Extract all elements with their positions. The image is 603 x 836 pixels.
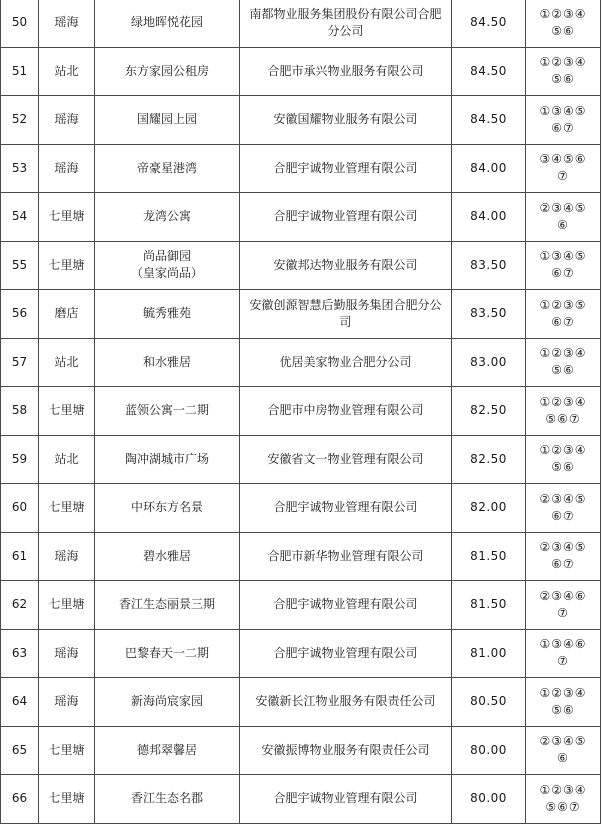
row-number: 66 [1,775,39,824]
district-cell: 站北 [39,435,95,484]
table-row [1,387,601,436]
community-cell-line: 碧水雅居 [142,548,191,563]
deduction-items-cell-line: ⑤⑥⑦ [545,411,581,426]
row-number: 55 [1,241,39,290]
community-cell-line: 德邦翠馨居 [136,742,197,757]
deduction-items-cell [526,241,601,290]
community-cell [95,0,240,47]
deduction-items-cell-line: ⑥⑦ [551,266,575,281]
company-cell-line: 合肥宇诚物业管理有限公司 [273,597,418,612]
company-cell [240,144,452,193]
community-cell [95,532,240,581]
deduction-items-cell [526,581,601,630]
company-cell [240,726,452,775]
company-cell-line: 合肥宇诚物业管理有限公司 [273,500,418,515]
company-cell [240,47,452,96]
district-cell: 瑶海 [39,0,95,47]
deduction-items-cell [526,0,601,47]
company-cell [240,338,452,387]
community-cell-line: 和水雅居 [142,354,191,369]
district-cell: 站北 [39,47,95,96]
deduction-items-cell-line: ①②③⑤ [539,297,587,312]
company-cell [240,581,452,630]
company-cell-line: 合肥市新华物业管理有限公司 [267,548,424,563]
deduction-items-cell-line: ①②③④ [539,55,587,70]
company-cell-line: 安徽国耀物业服务有限公司 [273,112,418,127]
deduction-items-cell-line: ①②③④ [539,443,587,458]
community-cell-line: 香江生态丽景三期 [118,597,215,612]
company-cell-line: 安徽省文一物业管理有限公司 [267,451,424,466]
district-cell: 七里塘 [39,726,95,775]
district-cell: 七里塘 [39,581,95,630]
community-cell [95,387,240,436]
score-cell: 83.50 [452,290,526,339]
company-cell-line: 合肥市中房物业管理有限公司 [267,403,424,418]
community-cell-line: 东方家园公租房 [124,63,209,78]
community-cell [95,581,240,630]
score-cell: 84.00 [452,193,526,242]
deduction-items-cell-line: ①③④⑤ [539,103,587,118]
score-cell: 84.50 [452,47,526,96]
deduction-items-cell-line: ⑤⑥ [551,72,575,87]
row-number: 53 [1,144,39,193]
score-cell: 84.50 [452,0,526,47]
table-body [1,0,601,823]
deduction-items-cell-line: ②③④⑥ [539,588,587,603]
score-cell: 80.00 [452,726,526,775]
score-cell: 84.00 [452,144,526,193]
row-number: 60 [1,484,39,533]
row-number: 62 [1,581,39,630]
score-cell: 81.00 [452,629,526,678]
table-row [1,96,601,145]
company-cell-line: 安徽振博物业服务有限责任公司 [261,742,430,757]
row-number: 51 [1,47,39,96]
company-cell [240,290,452,339]
deduction-items-cell-line: ③④⑤⑥ [539,152,587,167]
table-row [1,581,601,630]
company-cell [240,484,452,533]
company-cell-line: 合肥宇诚物业管理有限公司 [273,645,418,660]
district-cell: 七里塘 [39,193,95,242]
deduction-items-cell [526,96,601,145]
table-row [1,629,601,678]
community-cell [95,775,240,824]
company-cell [240,0,452,47]
score-cell: 83.50 [452,241,526,290]
row-number: 65 [1,726,39,775]
deduction-items-cell-line: ①②③④ [539,685,587,700]
district-cell: 站北 [39,338,95,387]
deduction-items-cell [526,387,601,436]
deduction-items-cell-line: ⑦ [557,605,569,620]
deduction-items-cell-line: ⑥⑦ [551,314,575,329]
deduction-items-cell [526,678,601,727]
company-cell-line: 分公司 [327,23,364,38]
company-cell-line: 安徽邦达物业服务有限公司 [273,257,418,272]
deduction-items-cell [526,290,601,339]
deduction-items-cell-line: ⑥⑦ [551,557,575,572]
deduction-items-cell-line: ⑦ [557,169,569,184]
community-cell [95,241,240,290]
community-cell [95,144,240,193]
company-cell [240,775,452,824]
score-cell: 82.50 [452,387,526,436]
district-cell: 七里塘 [39,775,95,824]
community-cell-line: （皇家尚品） [130,266,203,281]
community-cell [95,47,240,96]
community-cell [95,726,240,775]
deduction-items-cell [526,144,601,193]
community-cell [95,193,240,242]
row-number: 50 [1,0,39,47]
deduction-items-cell-line: ⑥ [557,217,569,232]
deduction-items-cell-line: ②③④⑤ [539,540,587,555]
company-cell-line: 合肥市承兴物业服务有限公司 [267,63,424,78]
community-cell [95,96,240,145]
deduction-items-cell [526,629,601,678]
deduction-items-cell [526,47,601,96]
table-row [1,678,601,727]
deduction-items-cell [526,484,601,533]
community-cell-line: 龙湾公寓 [142,209,191,224]
community-cell-line: 绿地晖悦花园 [130,15,203,30]
deduction-items-cell-line: ①②③④ [539,782,587,797]
table-row [1,484,601,533]
table-row [1,338,601,387]
row-number: 57 [1,338,39,387]
company-cell [240,435,452,484]
company-cell-line: 优居美家物业合肥分公司 [279,354,412,369]
community-cell [95,290,240,339]
community-cell [95,435,240,484]
company-cell-line: 合肥宇诚物业管理有限公司 [273,160,418,175]
community-cell [95,338,240,387]
community-cell-line: 国耀园上园 [136,112,197,127]
deduction-items-cell-line: ①②③④ [539,394,587,409]
community-cell-line: 中环东方名景 [130,500,203,515]
company-cell [240,241,452,290]
company-cell [240,96,452,145]
district-cell: 磨店 [39,290,95,339]
community-cell [95,484,240,533]
deduction-items-cell-line: ②③④⑤ [539,491,587,506]
deduction-items-cell-line: ②③④⑤ [539,734,587,749]
district-cell: 瑶海 [39,144,95,193]
community-cell-line: 香江生态名郡 [130,791,203,806]
table-row [1,775,601,824]
row-number: 59 [1,435,39,484]
district-cell: 瑶海 [39,96,95,145]
deduction-items-cell-line: ①③④⑥ [539,637,587,652]
row-number: 54 [1,193,39,242]
deduction-items-cell-line: ⑥ [557,751,569,766]
deduction-items-cell-line: ⑤⑥ [551,460,575,475]
deduction-items-cell [526,338,601,387]
table-row [1,0,601,47]
deduction-items-cell-line: ⑤⑥⑦ [545,799,581,814]
deduction-items-cell [526,193,601,242]
district-cell: 七里塘 [39,484,95,533]
row-number: 61 [1,532,39,581]
deduction-items-cell-line: ⑤⑥ [551,702,575,717]
table-row [1,144,601,193]
community-cell-line: 巴黎春天一二期 [124,645,209,660]
table-row [1,241,601,290]
deduction-items-cell [526,775,601,824]
company-cell [240,678,452,727]
company-cell-line: 安徽新长江物业服务有限责任公司 [255,694,436,709]
deduction-items-cell [526,532,601,581]
row-number: 58 [1,387,39,436]
company-cell [240,629,452,678]
table-row [1,435,601,484]
company-cell [240,193,452,242]
company-cell-line: 合肥宇诚物业管理有限公司 [273,209,418,224]
table-row [1,193,601,242]
community-cell [95,678,240,727]
district-cell: 瑶海 [39,678,95,727]
deduction-items-cell-line: ①③④⑤ [539,249,587,264]
deduction-items-cell-line: ⑥⑦ [551,508,575,523]
deduction-items-cell-line: ②③④⑤ [539,200,587,215]
score-cell: 84.50 [452,96,526,145]
score-cell: 82.00 [452,484,526,533]
community-cell-line: 蓝领公寓一二期 [124,403,209,418]
company-cell [240,387,452,436]
community-cell-line: 新海尚宸家园 [130,694,203,709]
company-cell-line: 合肥宇诚物业管理有限公司 [273,791,418,806]
deduction-items-cell-line: ⑤⑥ [551,363,575,378]
district-cell: 七里塘 [39,387,95,436]
score-cell: 80.50 [452,678,526,727]
deduction-items-cell [526,435,601,484]
district-cell: 瑶海 [39,532,95,581]
score-cell: 82.50 [452,435,526,484]
score-cell: 81.50 [452,581,526,630]
table-row [1,47,601,96]
company-cell-line: 安徽创源智慧后勤服务集团合肥分公 [249,297,442,312]
deduction-items-cell [526,726,601,775]
company-cell [240,532,452,581]
row-number: 63 [1,629,39,678]
row-number: 64 [1,678,39,727]
score-cell: 81.50 [452,532,526,581]
deduction-items-cell-line: ①②③④ [539,346,587,361]
deduction-items-cell-line: ⑤⑥ [551,23,575,38]
score-cell: 83.00 [452,338,526,387]
table-row [1,290,601,339]
score-cell: 80.00 [452,775,526,824]
community-cell-line: 毓秀雅苑 [142,306,191,321]
community-cell-line: 帝豪星港湾 [136,160,197,175]
table-row [1,532,601,581]
table-row [1,726,601,775]
district-cell: 瑶海 [39,629,95,678]
company-cell-line: 司 [339,314,352,329]
community-cell-line: 陶冲湖城市广场 [124,451,209,466]
deduction-items-cell-line: ⑥⑦ [551,120,575,135]
row-number: 52 [1,96,39,145]
company-cell-line: 南都物业服务集团股份有限公司合肥 [249,6,442,21]
district-cell: 七里塘 [39,241,95,290]
community-cell [95,629,240,678]
deduction-items-cell-line: ⑦ [557,654,569,669]
row-number: 56 [1,290,39,339]
community-cell-line: 尚品御园 [142,249,191,264]
deduction-items-cell-line: ①②③④ [539,6,587,21]
